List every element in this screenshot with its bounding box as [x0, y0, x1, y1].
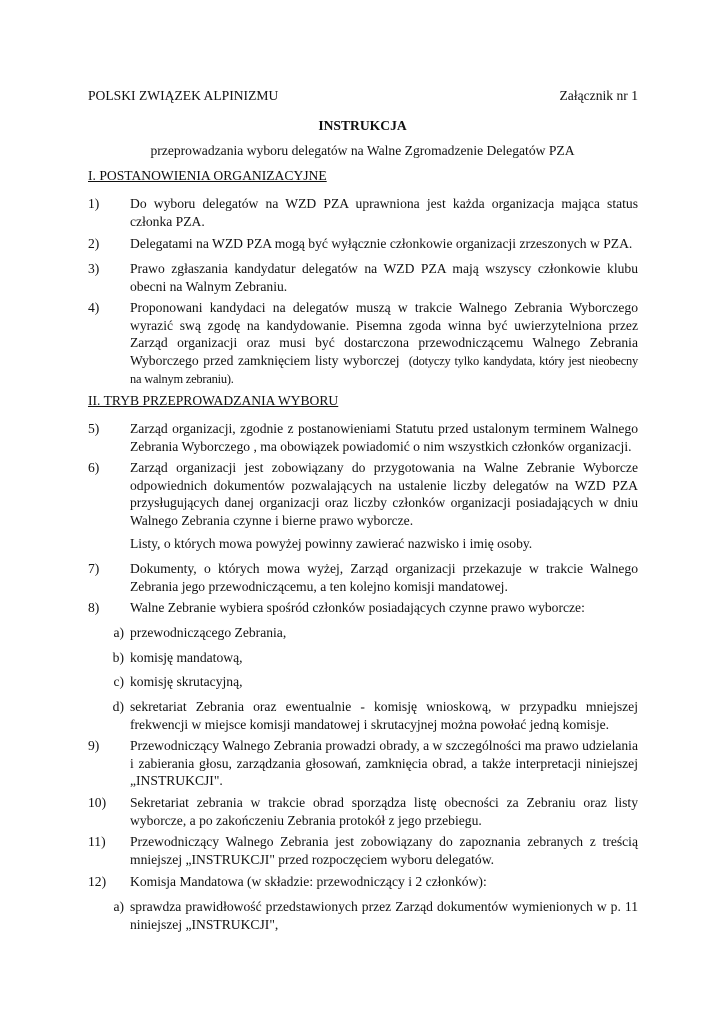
item-letter: a) — [113, 899, 124, 914]
attachment-label: Załącznik nr 1 — [559, 88, 638, 103]
item-number: 2) — [88, 236, 100, 251]
page-header — [88, 87, 638, 105]
list-item — [88, 195, 638, 230]
item-number: 3) — [88, 261, 100, 276]
list-item — [88, 599, 638, 617]
item-text: Dokumenty, o których mowa wyżej, Zarząd organizacji przekazuje w trakcie Walnego Zebrania jego przewodniczącemu, a ten kolejno komisji mandatowej. — [130, 561, 638, 594]
list-item — [88, 235, 638, 253]
item-text: Prawo zgłaszania kandydatur delegatów na WZD PZA mają wszyscy członkowie klubu obecni na Walnym Zebraniu. — [130, 261, 638, 294]
item-note: (dotyczy tylko kandydata, który jest nieobecny na walnym zebraniu). — [130, 353, 638, 386]
item-text: przewodniczącego Zebrania, — [130, 625, 287, 640]
item-text: Przewodniczący Walnego Zebrania prowadzi obrady, a w szczególności ma prawo udzielania i zabierania głosu, zarządzania głosowań, zamknięcia obrad, a także interpretacji niniejszej „INSTRUKCJI". — [130, 738, 638, 788]
item-number: 8) — [88, 600, 100, 615]
item-text: komisję skrutacyjną, — [130, 674, 243, 689]
item-number: 10) — [88, 795, 107, 810]
item-text: Delegatami na WZD PZA mogą być wyłącznie członkowie organizacji zrzeszonych w PZA. — [130, 236, 633, 251]
list-item — [88, 737, 638, 790]
list-item — [88, 459, 638, 529]
item-number: 7) — [88, 561, 100, 576]
item-letter: c) — [113, 674, 124, 689]
list-item — [88, 833, 638, 868]
item-text: Proponowani kandydaci na delegatów muszą w trakcie Walnego Zebrania Wyborczego wyrazić swą zgodę na kandydowanie. Pisemna zgoda winna być uwierzytelniona przez Zarząd organizacji oraz musi być dostarczona przewodniczącemu Walnego Zebrania Wyborczego przed zamknięciem listy wyborczej — [130, 300, 638, 368]
section-heading-1: I. POSTANOWIENIA ORGANIZACYJNE — [88, 168, 327, 183]
item-text: komisję mandatową, — [130, 650, 243, 665]
list-item — [88, 873, 638, 891]
paragraph: Listy, o których mowa powyżej powinny zawierać nazwisko i imię osoby. — [130, 536, 533, 551]
item-letter: d) — [112, 699, 124, 714]
item-number: 6) — [88, 460, 100, 475]
item-text: sprawdza prawidłowość przedstawionych przez Zarząd dokumentów wymienionych w p. 11 niniejszej „INSTRUKCJI", — [130, 899, 638, 932]
sub-list-item — [88, 673, 638, 691]
item-text: Zarząd organizacji jest zobowiązany do przygotowania na Walne Zebranie Wyborcze odpowiednich dokumentów pozwalających na ustalenie liczby delegatów na WZD PZA przysługujących danej organizacji oraz liczby członków organizacji posiadających w dniu Walnego Zebrania czynne i bierne prawo wyborcze. — [130, 460, 638, 528]
item-text: Walne Zebranie wybiera spośród członków posiadających czynne prawo wyborcze: — [130, 600, 585, 615]
document-subtitle: przeprowadzania wyboru delegatów na Walne Zgromadzenie Delegatów PZA — [150, 143, 575, 158]
item-text: Przewodniczący Walnego Zebrania jest zobowiązany do zapoznania zebranych z treścią mniejszej „INSTRUKCJI" przed rozpoczęciem wyboru delegatów. — [130, 834, 638, 867]
sub-list-item — [88, 898, 638, 933]
document-title: INSTRUKCJA — [318, 118, 407, 133]
item-number: 9) — [88, 738, 100, 753]
section-heading-2: II. TRYB PRZEPROWADZANIA WYBORU — [88, 393, 339, 408]
item-letter: b) — [112, 650, 124, 665]
item-number: 1) — [88, 196, 100, 211]
item-text: Zarząd organizacji, zgodnie z postanowieniami Statutu przed ustalonym terminem Walnego Zebrania Wyborczego , ma obowiązek powiadomić o nim wszystkich członków organizacji. — [130, 421, 638, 454]
item-letter: a) — [113, 625, 124, 640]
item-text-wrapper — [130, 299, 638, 389]
item-text: Sekretariat zebrania w trakcie obrad sporządza listę obecności za Zebraniu oraz listy wyborcze, a po zakończeniu Zebrania protokół z jego przebiegu. — [130, 795, 638, 828]
item-number: 11) — [88, 834, 106, 849]
item-text: Komisja Mandatowa (w składzie: przewodniczący i 2 członków): — [130, 874, 487, 889]
list-item — [88, 299, 638, 389]
item-number: 12) — [88, 874, 107, 889]
sub-list-item — [88, 698, 638, 733]
item-number: 4) — [88, 300, 100, 315]
item-text: Do wyboru delegatów na WZD PZA uprawniona jest każda organizacja mająca status członka PZA. — [130, 196, 638, 229]
item-number: 5) — [88, 421, 100, 436]
list-item — [88, 260, 638, 295]
organization-name: POLSKI ZWIĄZEK ALPINIZMU — [88, 88, 279, 103]
list-item — [88, 794, 638, 829]
sub-list-item — [88, 624, 638, 642]
list-item — [88, 420, 638, 455]
sub-list-item — [88, 649, 638, 667]
item-text: sekretariat Zebrania oraz ewentualnie - komisję wnioskową, w przypadku mniejszej frekwencji w miejsce komisji mandatowej i skrutacyjnej można powołać jedną komisje. — [130, 699, 638, 732]
list-item — [88, 560, 638, 595]
